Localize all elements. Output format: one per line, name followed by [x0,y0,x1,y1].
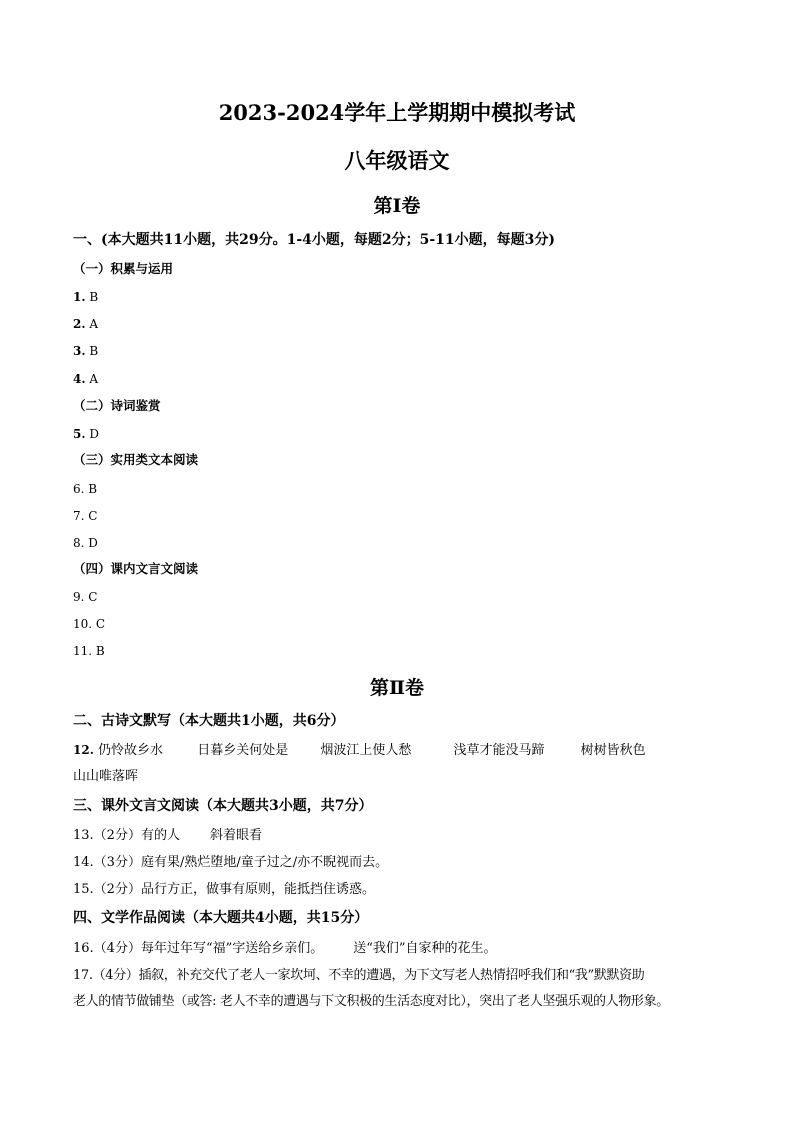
answer-item: 6. B [73,482,98,496]
answer-item: 1. B [73,290,99,304]
exam-title: 2023-2024学年上学期期中模拟考试 [218,100,576,125]
answer-item: 9. C [73,590,98,604]
subsection-classical-text: （四）课内文言文阅读 [73,561,199,576]
section-one-heading: 一、(本大题共11小题，共29分。1-4小题，每题2分；5-11小题，每题3分) [73,232,556,248]
answer-item: 2. A [73,317,99,331]
question-15-answer: 15.（2分）品行方正，做事有原则，能抵挡住诱惑。 [73,882,375,897]
answer-item: 4. A [73,372,99,386]
section-three-heading: 三、课外文言文阅读（本大题共3小题，共7分） [73,798,373,814]
answer-item: 11. B [73,644,105,658]
subsection-accumulation: （一）积累与运用 [73,261,174,276]
exam-subtitle: 八年级语文 [344,148,450,173]
subsection-poetry: （二）诗词鉴赏 [73,398,161,413]
answer-item: 3. B [73,344,99,358]
question-14-answer: 14.（3分）庭有果/熟烂堕地/童子过之/亦不睨视而去。 [73,855,389,870]
question-17-answer: 17.（4分）插叙，补充交代了老人一家坎坷、不幸的遭遇，为下文写老人热情招呼我们和“我”默默资助 老人的情节做铺垫（或答: 老人不幸的遭遇与下文积极的生活态度对比），突出了老人坚强乐观的人物形象。 [73,968,669,1009]
answer-item: 7. C [73,509,98,523]
question-16-answer: 16.（4分）每年过年写“福”字送给乡亲们。 送“我们”自家种的花生。 [73,941,497,956]
question-12-answer: 12. 仍怜故乡水 日暮乡关何处是 烟波江上使人愁 浅草才能没马蹄 树树皆秋色 山山唯落晖 [73,743,646,784]
section-two-heading: 二、古诗文默写（本大题共1小题，共6分） [73,713,345,729]
answer-item: 10. C [73,617,106,631]
answer-item: 8. D [73,536,98,550]
volume-one-heading: 第Ⅰ卷 [373,195,421,217]
question-13-answer: 13.（2分）有的人 斜着眼看 [73,828,262,843]
section-four-heading: 四、文学作品阅读（本大题共4小题，共15分） [73,910,369,926]
subsection-practical-text: （三）实用类文本阅读 [73,452,199,467]
volume-two-heading: 第Ⅱ卷 [369,677,424,699]
answer-item: 5. D [73,427,99,441]
